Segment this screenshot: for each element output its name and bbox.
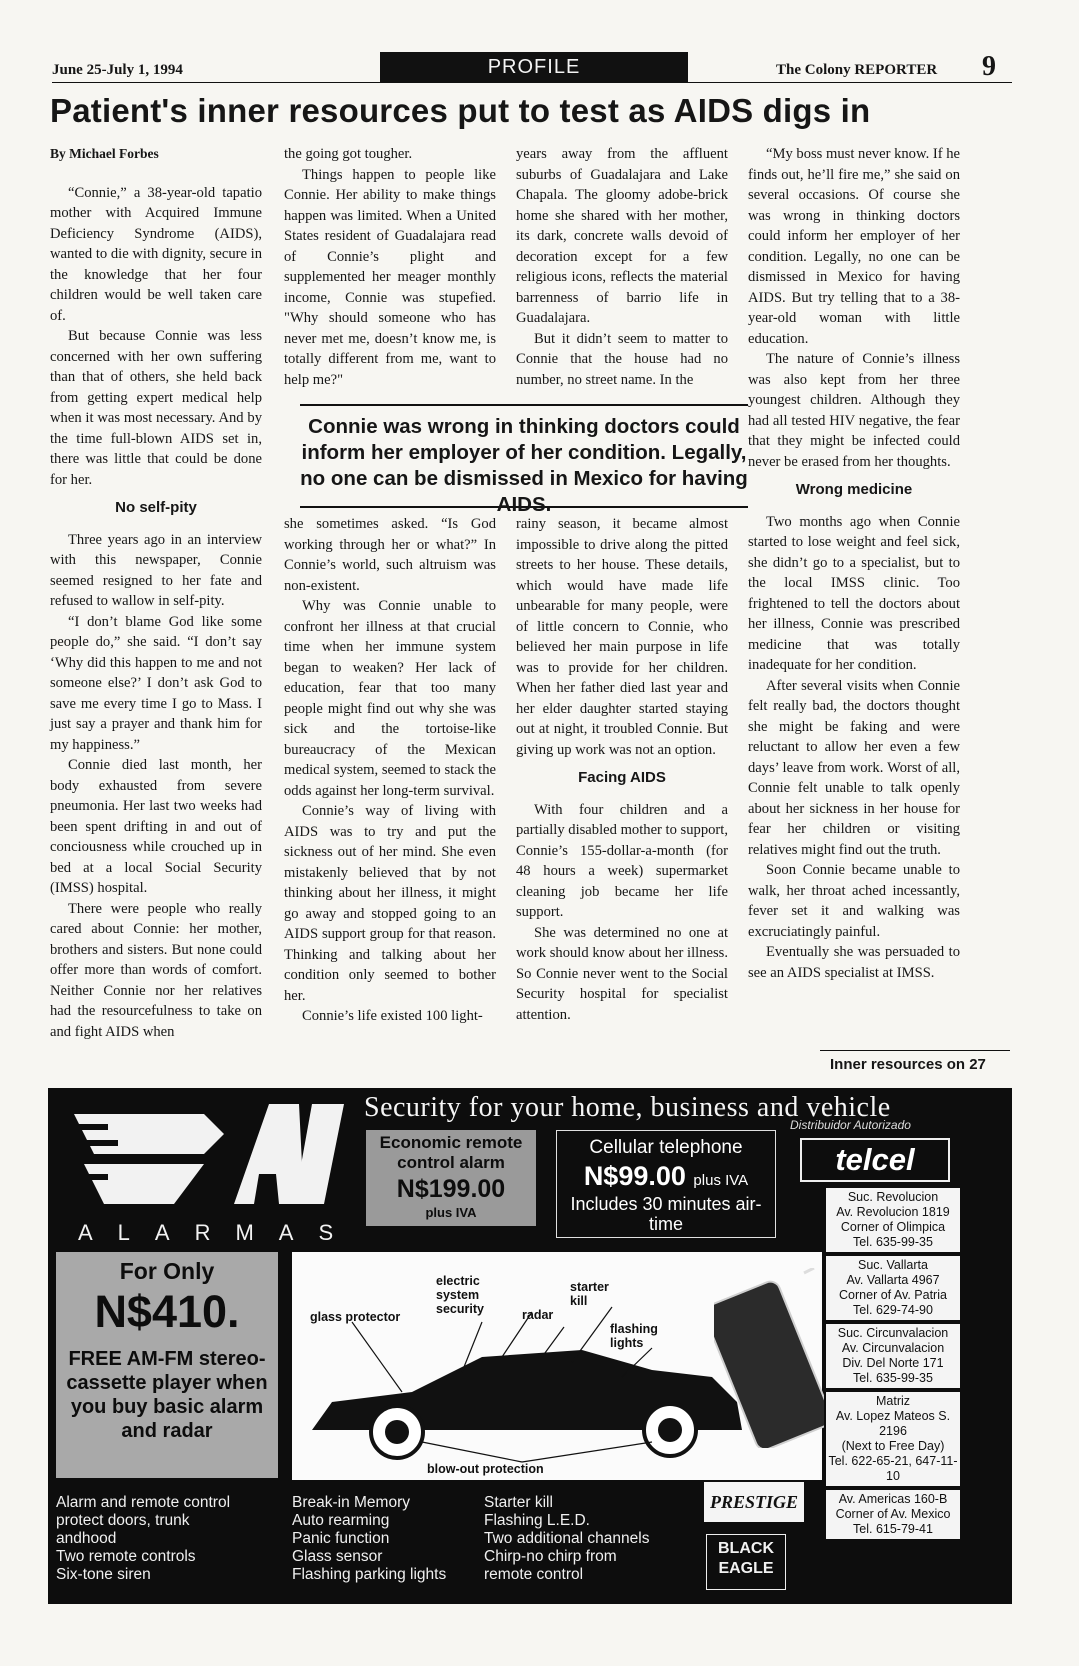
branch: Suc. Revolucion Av. Revolucion 1819 Corner of Olimpica Tel. 635-99-35 <box>826 1188 960 1252</box>
for-only-offer <box>56 1252 278 1478</box>
paragraph: But because Connie was less concerned with her own suffering than that of others, she held back from getting expert medical help when it was most necessary. And by the time full-blown AIDS set in, there was little that could be done for her. <box>50 328 262 488</box>
paragraph: “My boss must never know. If he finds out, he’ll fire me,” she said on several occasions. Of course she was wrong in thinking doctors could inform her employer of her condition. Legally, no one can be dismissed in Mexico for having AIDS. But try telling that to a 38-year-old woman with little education. <box>748 146 961 347</box>
cell-minutes: Includes 30 minutes air-time <box>570 1194 762 1234</box>
masthead <box>52 50 1012 86</box>
pull-quote-text: Connie was wrong in thinking doctors could inform her employer of her condition. Legally, no one can be dismissed in Mexico for having AIDS. <box>300 415 748 516</box>
authorized-distributor: Distribuidor Autorizado <box>790 1118 911 1132</box>
subhead-facing-aids: Facing AIDS <box>578 769 666 786</box>
for-only-label: For Only <box>119 1258 215 1284</box>
article-column-4 <box>748 144 960 983</box>
branch: Matriz Av. Lopez Mateos S. 2196 (Next to Free Day) Tel. 622-65-21, 647-11-10 <box>826 1392 960 1486</box>
section-label: PROFILE <box>380 52 688 82</box>
prestige-logo: PRESTIGE <box>704 1482 804 1522</box>
offer-tax: plus IVA <box>425 1205 477 1220</box>
article-column-3-top <box>516 144 728 390</box>
dai-logo-mark <box>54 1094 354 1214</box>
paragraph: Three years ago in an interview with this newspaper, Connie seemed resigned to her fate and refused to wallow in self-pity. <box>50 531 262 609</box>
dai-alarmas-advertisement <box>48 1088 1012 1604</box>
continued-on-line: Inner resources on 27 <box>830 1056 986 1073</box>
paragraph: Eventually she was persuaded to see an AIDS specialist at IMSS. <box>748 944 960 981</box>
paragraph: years away from the affluent suburbs of Guadalajara and Lake Chapala. The gloomy adobe-brick home she shared with her mother, its dark, concrete walls devoid of decoration except for a few religious icons, reflects the material barrenness of barrio life in Guadalajara. <box>516 146 728 326</box>
dai-logo <box>54 1094 359 1245</box>
paragraph: “Connie,” a 38-year-old tapatio mother with Acquired Immune Deficiency Syndrome (AIDS), wanted to die with dignity, secure in the knowledge that her four children would be well taken care of. <box>50 184 262 324</box>
features-list-3: Starter kill Flashing L.E.D. Two additional channels Chirp-no chirp from remote control <box>484 1494 650 1583</box>
paragraph: There were people who really cared about Connie: her mother, brothers and sisters. But none could offer more than words of comfort. Neither Connie nor her relatives had the resourcefulness to take on and fight AIDS when <box>50 900 262 1040</box>
telcel-logo: telcel <box>800 1138 950 1182</box>
features-list-2: Break-in Memory Auto rearming Panic function Glass sensor Flashing parking lights <box>292 1494 447 1583</box>
paragraph: she sometimes asked. “Is God working through her or what?” In Connie’s world, such altruism was non-existent. <box>284 516 496 594</box>
paragraph: rainy season, it became almost impossible to drive along the pitted streets to her house. These details, which would have made life unbearable for many people, were of little concern to Connie, who believed her main purpose in life was to provide for her children. When her father died last year and her elder daughter started staying out at night, it troubled Connie. But giving up work was not an option. <box>516 516 728 758</box>
alarmas-wordmark: ALARMAS <box>78 1220 359 1245</box>
article-column-1 <box>50 144 262 1042</box>
subhead-wrong-medicine: Wrong medicine <box>795 481 913 498</box>
paper-name: The Colony REPORTER <box>776 62 938 78</box>
offer-title: Economic remote control alarm <box>379 1133 523 1172</box>
cell-price: N$99.00 plus IVA <box>583 1161 749 1191</box>
subhead-no-self-pity: No self-pity <box>115 499 197 516</box>
paragraph: Why was Connie unable to confront her illness at that crucial time when her immune system began to weaken? Her lack of education, fear that too many people might find out why she was sick and the tortoise-like bureaucracy of the Mexican medical system, seemed to stack the odds against her long-term survival. <box>284 598 496 799</box>
branch: Suc. Circunvalacion Av. Circunvalacion Div. Del Norte 171 Tel. 635-99-35 <box>826 1324 960 1388</box>
cell-phone-icon <box>714 1268 824 1448</box>
paragraph: But it didn’t seem to matter to Connie that the house had no number, no street name. In the <box>516 330 728 388</box>
ad-tagline: Security for your home, business and vehicle <box>364 1092 891 1123</box>
offer-price: N$199.00 <box>396 1175 506 1203</box>
masthead-rule <box>52 82 1012 83</box>
article-column-3-bottom <box>516 514 728 1025</box>
byline: By Michael Forbes <box>50 146 159 161</box>
article-column-2-top <box>284 144 496 390</box>
label-blow-out-protection: blow-out protection <box>427 1462 544 1476</box>
paragraph: Two months ago when Connie started to lose weight and feel sick, she didn’t go to a specialist, but to the local IMSS clinic. Too frightened to tell the doctors about her illness, Connie was prescribed medicine that was totally inadequate for her condition. <box>748 513 960 673</box>
label-glass-protector: glass protector <box>310 1310 401 1324</box>
paragraph: Soon Connie became unable to walk, her throat ached incessantly, fever set it and walking was excruciatingly painful. <box>748 862 960 940</box>
branch: Av. Americas 160-B Corner of Av. Mexico Tel. 615-79-41 <box>826 1490 960 1539</box>
paragraph: Connie’s life existed 100 light- <box>302 1008 483 1024</box>
paragraph: Things happen to people like Connie. Her ability to make things happen was limited. When a United States resident of Guadalajara read of Connie’s plight and supplemented her meager monthly income, Connie was stupefied. "Why should someone who has never met me, doesn’t know me, is totally different from me, want to help me?" <box>284 166 496 388</box>
paragraph: the going got tougher. <box>284 146 413 162</box>
jump-rule <box>820 1050 1010 1051</box>
branch: Suc. Vallarta Av. Vallarta 4967 Corner of Av. Patria Tel. 629-74-90 <box>826 1256 960 1320</box>
paragraph: With four children and a partially disabled mother to support, Connie’s 155-dollar-a-month (for 48 hours a week) supermarket cleaning job became her life support. <box>516 801 728 920</box>
label-electric-system: electric system security <box>436 1274 484 1316</box>
cell-title: Cellular telephone <box>589 1137 743 1158</box>
cellular-offer <box>556 1130 776 1238</box>
branch-list <box>826 1188 960 1543</box>
features-list-1: Alarm and remote control protect doors, trunk andhood Two remote controls Six-tone siren <box>56 1494 231 1583</box>
paragraph: After several visits when Connie felt really bad, the doctors thought she might be faking and were reluctant to allow her even a few days’ leave from work. Worst of all, Connie felt unable to talk openly about her sickness in her house for fear her children or visiting relatives might find out the truth. <box>748 677 960 858</box>
big-price: N$410. <box>94 1286 240 1337</box>
free-offer-text: FREE AM-FM stereo-cassette player when you buy basic alarm and radar <box>66 1348 268 1442</box>
economic-alarm-offer <box>366 1130 536 1226</box>
label-flashing-lights: flashing lights <box>610 1322 658 1350</box>
paragraph: “I don’t blame God like some people do,” she said. “I don’t say ‘Why did this happen to me and not someone else?’ I don’t ask God to save me every time I go to Mass. I just say a prayer and thank him for my happiness.” <box>50 613 262 753</box>
paragraph: She was determined no one at work should know about her illness. So Connie never went to the Social Security hospital for specialist attention. <box>516 924 728 1023</box>
pull-quote <box>300 404 748 516</box>
page-number: 9 <box>982 51 996 82</box>
paragraph: Connie’s way of living with AIDS was to try and put the sickness out of her mind. She even mistakenly believed that by not thinking about her illness, it might go away and stopped going to an AIDS support group for that reason. Thinking and talking about her condition only seemed to bother her. <box>284 803 496 1004</box>
label-radar: radar <box>522 1308 554 1322</box>
paragraph: Connie died last month, her body exhausted from severe pneumonia. Her last two weeks had been spent drifting in and out of conciousness while crouched up in bed at a local Social Security (IMSS) hospital. <box>50 757 262 896</box>
label-starter-kill: starter kill <box>570 1280 609 1308</box>
paragraph: The nature of Connie’s illness was also kept from her three youngest children. Although they had all tested HIV negative, the fear that they might be infected could never be erased from her thoughts. <box>748 351 960 470</box>
issue-date: June 25-July 1, 1994 <box>52 62 183 78</box>
cell-tax: plus IVA <box>693 1172 749 1189</box>
article-column-2-bottom <box>284 514 496 1027</box>
headline: Patient's inner resources put to test as AIDS digs in <box>50 92 871 129</box>
black-eagle-logo: BLACK EAGLE <box>706 1534 786 1590</box>
